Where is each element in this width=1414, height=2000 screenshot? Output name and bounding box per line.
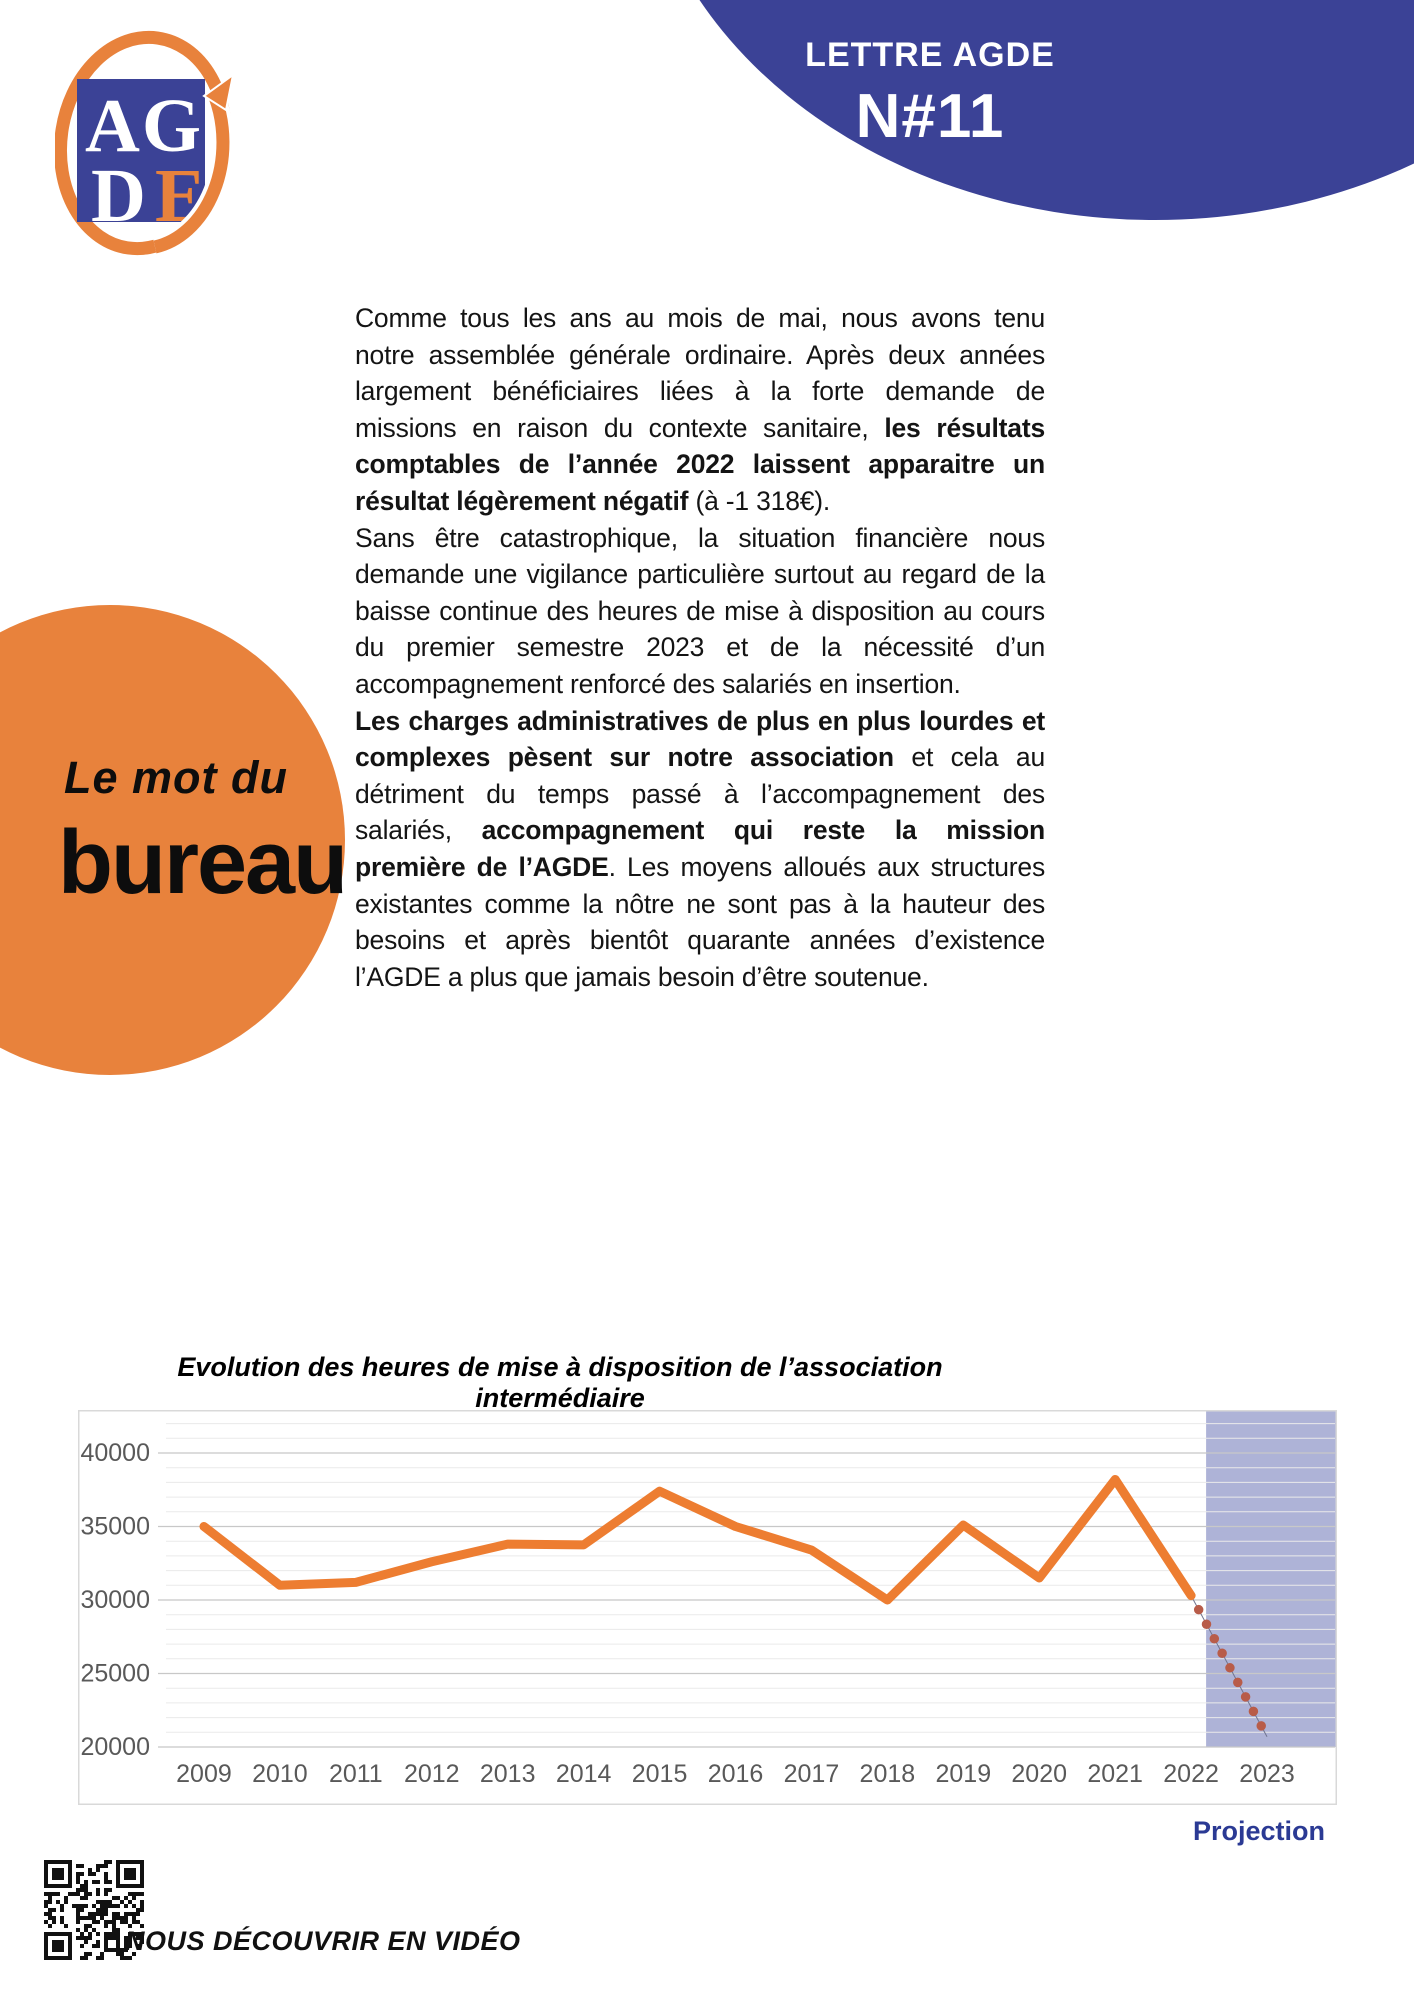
x-axis-label: 2019 [935,1760,992,1788]
x-axis-label: 2017 [783,1760,840,1788]
video-cta-label: NOUS DÉCOUVRIR EN VIDÉO [125,1926,521,1956]
x-axis-label: 2012 [403,1760,460,1788]
chart-title: Evolution des heures de mise à disposition de l’association intermédiaire [177,1352,943,1413]
x-axis-label: 2014 [555,1760,612,1788]
y-axis-label: 25000 [80,1659,150,1688]
logo-letters-ag: AG [85,84,203,168]
logo-letter-d: D [91,154,146,238]
article-paragraph [355,520,1045,703]
x-axis-label: 2023 [1239,1760,1295,1788]
y-axis-label: 40000 [80,1439,150,1467]
projection-band [1206,1411,1336,1747]
x-axis-label: 2015 [631,1760,688,1788]
article-text-bold: les résultats comptables de l’année 2022 laissent apparaitre un résultat légèrement négatif [355,412,1045,516]
x-axis-label: 2009 [176,1760,232,1788]
chart-border [79,1411,1337,1805]
x-axis-label: 2022 [1163,1760,1219,1788]
x-axis-label: 2010 [252,1760,308,1788]
article-text: et cela au détriment du temps passé à l’accompagnement des salariés, [355,742,1046,846]
issue-badge [700,36,1160,152]
issue-number: N#11 [855,82,1005,151]
newsletter-name: LETTRE AGDE [805,36,1055,74]
hours-evolution-chart [78,1410,1337,1805]
article-text-bold: Les charges administratives de plus en plus lourdes et complexes pèsent sur notre association [355,705,1045,773]
x-axis-label: 2018 [859,1760,916,1788]
section-title: bureau [58,813,347,913]
projection-label: Projection [1192,1816,1326,1846]
y-axis-label: 30000 [80,1586,150,1614]
x-axis-label: 2016 [707,1760,764,1788]
article-paragraph [355,300,1045,520]
article-text: . Les moyens alloués aux structures existantes comme la nôtre ne sont pas à la hauteur des besoins et après bientôt quarante années d’existence l’AGDE a plus que jamais besoin d’être soutenue. [355,851,1046,992]
logo-letter-e: E [155,154,206,238]
article-body [355,300,1045,995]
article-text: Comme tous les ans au mois de mai, nous avons tenu notre assemblée générale ordinaire. Après deux années largement bénéficiaires liées à la forte demande de missions en raison du contexte sanitaire, [355,303,1045,443]
y-axis-label: 20000 [80,1733,150,1761]
x-axis-label: 2013 [479,1760,536,1788]
section-kicker: Le mot du [64,752,288,803]
article-text: Sans être catastrophique, la situation financière nous demande une vigilance particulière surtout au regard de la baisse continue des heures de mise à disposition au cours du premier semestre 2023 et de la nécessité d’un accompagnement renforcé des salariés en insertion. [355,522,1045,699]
x-axis-label: 2011 [328,1760,383,1788]
article-paragraph [355,703,1045,996]
article-text: (à -1 318€). [688,485,831,516]
article-text-bold: accompagnement qui reste la mission première de l’AGDE [355,815,1046,882]
x-axis-label: 2021 [1087,1760,1143,1788]
y-axis-label: 35000 [80,1512,150,1541]
x-axis-label: 2020 [1011,1760,1068,1788]
agde-logo [55,25,240,260]
